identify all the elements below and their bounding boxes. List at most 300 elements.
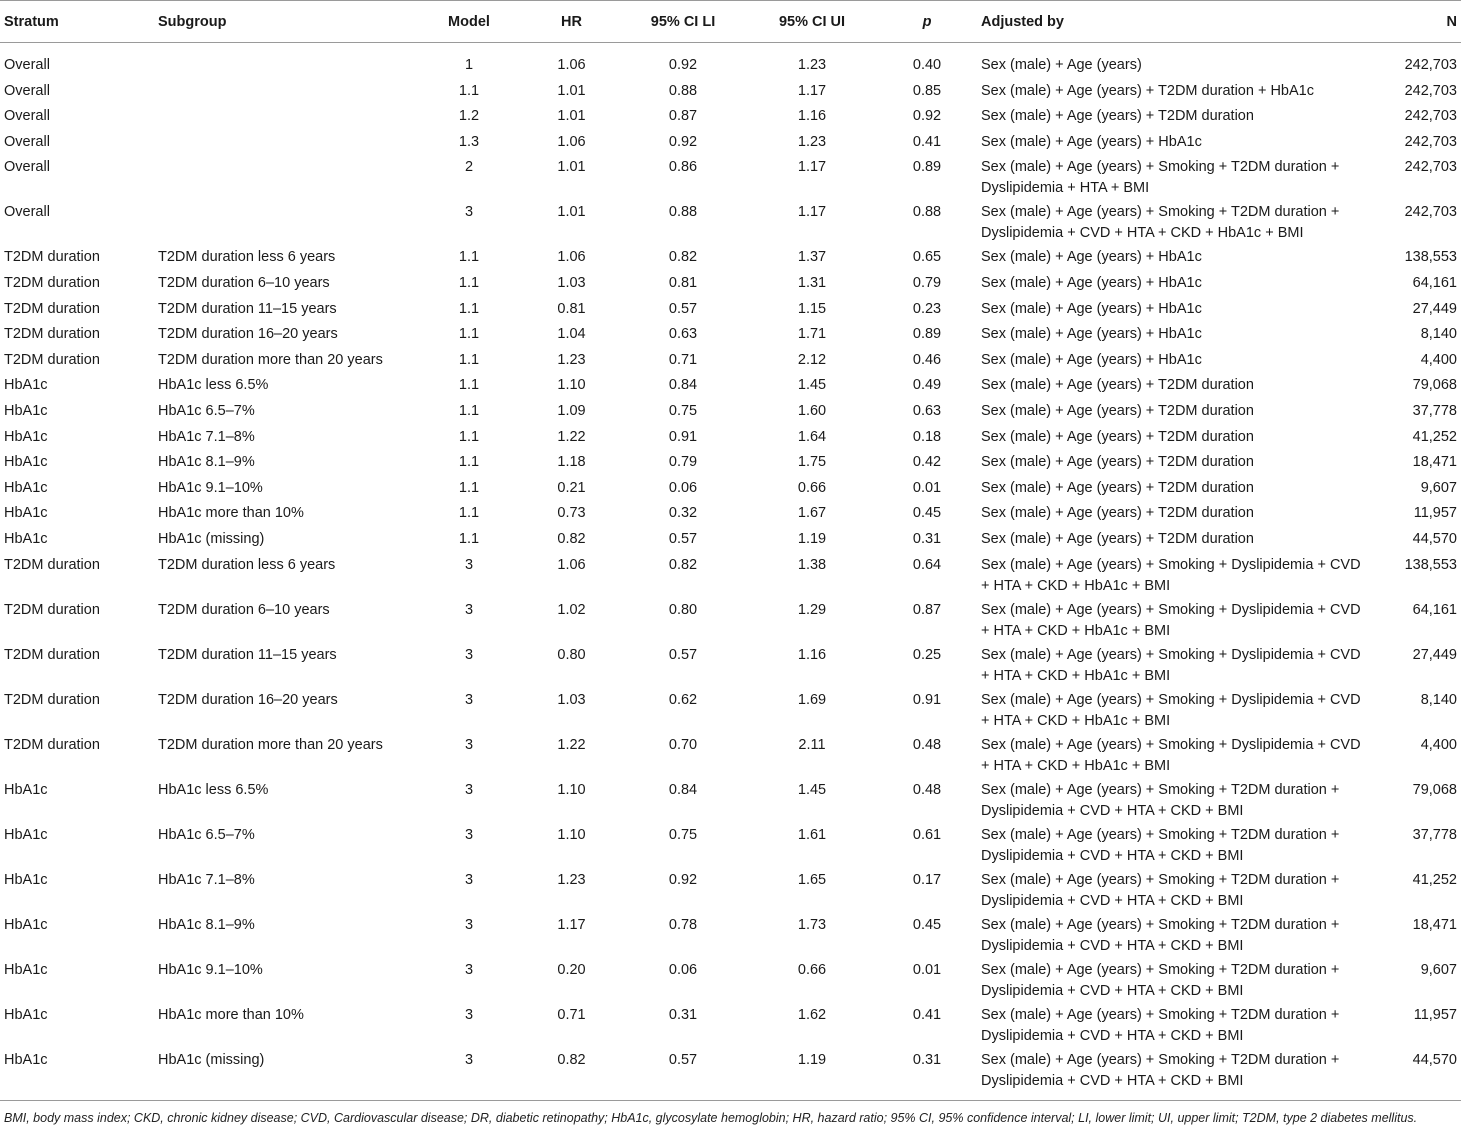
table-row xyxy=(0,201,1461,246)
header-subgroup: Subgroup xyxy=(154,1,414,43)
cell-hr: 1.01 xyxy=(557,108,586,125)
cell-stratum: Overall xyxy=(4,159,50,176)
cell-p-value: 0.79 xyxy=(912,274,942,291)
cell-p-value: 0.48 xyxy=(912,736,942,753)
cell-n: 242,703 xyxy=(1404,204,1457,221)
cell-p-value: 0.85 xyxy=(912,82,942,99)
cell-adjusted-by: Sex (male) + Age (years) + HbA1c xyxy=(981,133,1202,150)
cell-hr: 1.06 xyxy=(557,249,586,266)
cell-ci-upper: 1.17 xyxy=(797,204,827,221)
cell-p-value: 0.23 xyxy=(912,300,942,317)
cell-n: 18,471 xyxy=(1412,916,1457,933)
cell-adjusted-by: Sex (male) + Age (years) + HbA1c xyxy=(981,300,1202,317)
cell-adjusted-by: Sex (male) + Age (years) + Smoking + Dyslipidemia + CVD + HTA + CKD + HbA1c + BMI xyxy=(981,556,1361,594)
cell-n: 138,553 xyxy=(1404,249,1457,266)
cell-ci-upper: 0.66 xyxy=(797,961,827,978)
cell-ci-upper: 1.16 xyxy=(797,646,827,663)
cell-adjusted-by: Sex (male) + Age (years) + Smoking + T2DM duration + Dyslipidemia + HTA + BMI xyxy=(981,159,1340,197)
table-footnote: BMI, body mass index; CKD, chronic kidney disease; CVD, Cardiovascular disease; DR, diabetic retinopathy; HbA1c, glycosylate hemoglobin; HR, hazard ratio; 95% CI, 95% confidence interval; LI, lower limit; UI, upper limit; T2DM, type 2 diabetes mellitus. xyxy=(4,1110,1418,1125)
cell-p-value: 0.49 xyxy=(912,377,942,394)
table-body xyxy=(0,43,1461,1101)
cell-stratum: T2DM duration xyxy=(4,736,100,753)
cell-ci-lower: 0.57 xyxy=(668,646,698,663)
cell-n: 8,140 xyxy=(1420,691,1457,708)
cell-model: 1.1 xyxy=(458,377,480,394)
cell-p-value: 0.42 xyxy=(912,454,942,471)
cell-n: 242,703 xyxy=(1404,57,1457,73)
cell-adjusted-by: Sex (male) + Age (years) + HbA1c xyxy=(981,249,1202,266)
table-row xyxy=(0,824,1461,869)
cell-n: 44,570 xyxy=(1412,530,1457,547)
cell-n: 64,161 xyxy=(1412,274,1457,291)
cell-p-value: 0.01 xyxy=(912,479,942,496)
cell-subgroup: HbA1c (missing) xyxy=(154,1049,414,1101)
cell-ci-lower: 0.57 xyxy=(668,300,698,317)
cell-n: 9,607 xyxy=(1420,479,1457,496)
header-p-value: p xyxy=(877,1,977,43)
cell-model: 3 xyxy=(464,736,474,753)
cell-adjusted-by: Sex (male) + Age (years) + T2DM duration xyxy=(981,377,1254,394)
cell-model: 3 xyxy=(464,601,474,618)
cell-n: 44,570 xyxy=(1377,1049,1461,1101)
cell-stratum: HbA1c xyxy=(4,781,48,798)
cell-ci-upper: 1.62 xyxy=(797,1006,827,1023)
cell-ci-lower: 0.57 xyxy=(668,530,698,547)
cell-stratum: HbA1c xyxy=(4,826,48,843)
cell-subgroup xyxy=(154,131,414,157)
cell-n: 11,957 xyxy=(1413,1006,1457,1023)
cell-model: 3 xyxy=(464,556,474,573)
table-row xyxy=(0,43,1461,80)
cell-ci-upper: 1.65 xyxy=(797,871,827,888)
cell-hr: 1.06 xyxy=(557,556,586,573)
table-row xyxy=(0,779,1461,824)
cell-stratum: HbA1c xyxy=(4,454,48,471)
cell-ci-lower: 0.81 xyxy=(668,274,698,291)
cell-model: 1.1 xyxy=(458,82,480,99)
cell-ci-lower: 0.84 xyxy=(668,781,698,798)
table-row xyxy=(0,298,1461,324)
cell-adjusted-by: Sex (male) + Age (years) + Smoking + Dyslipidemia + CVD + HTA + CKD + HbA1c + BMI xyxy=(981,601,1361,639)
cell-p-value: 0.91 xyxy=(912,691,942,708)
cell-ci-lower: 0.70 xyxy=(668,736,698,753)
cell-hr: 1.01 xyxy=(557,204,586,221)
cell-adjusted-by: Sex (male) + Age (years) + Smoking + T2DM duration + Dyslipidemia + CVD + HTA + CKD + BMI xyxy=(981,961,1340,999)
cell-ci-upper: 1.17 xyxy=(797,82,827,99)
cell-stratum: HbA1c xyxy=(4,871,48,888)
cell-stratum: HbA1c xyxy=(4,961,48,978)
cell-subgroup: HbA1c 7.1–8% xyxy=(158,871,255,888)
table-row xyxy=(0,528,1461,554)
cell-subgroup xyxy=(154,43,414,80)
cell-n: 41,252 xyxy=(1412,871,1457,888)
cell-ci-upper: 1.69 xyxy=(797,691,827,708)
cell-ci-lower: 0.84 xyxy=(668,377,698,394)
cell-adjusted-by: Sex (male) + Age (years) xyxy=(981,57,1142,73)
cell-adjusted-by: Sex (male) + Age (years) + Smoking + T2DM duration + Dyslipidemia + CVD + HTA + CKD + BMI xyxy=(981,916,1340,954)
cell-stratum: T2DM duration xyxy=(4,300,100,317)
cell-ci-upper: 2.12 xyxy=(797,351,827,368)
cell-subgroup: HbA1c (missing) xyxy=(158,530,265,547)
cell-ci-upper: 1.31 xyxy=(797,274,827,291)
cell-ci-lower: 0.62 xyxy=(668,691,698,708)
cell-subgroup: HbA1c 8.1–9% xyxy=(158,454,255,471)
cell-hr: 1.22 xyxy=(557,428,586,445)
cell-p-value: 0.92 xyxy=(912,108,942,125)
cell-ci-upper: 1.19 xyxy=(797,530,827,547)
cell-n: 18,471 xyxy=(1412,454,1457,471)
cell-model: 3 xyxy=(464,961,474,978)
cell-p-value: 0.31 xyxy=(912,530,942,547)
cell-p-value: 0.61 xyxy=(912,826,942,843)
cell-model: 1.1 xyxy=(458,479,480,496)
cell-ci-lower: 0.06 xyxy=(668,479,698,496)
cell-hr: 1.17 xyxy=(557,916,586,933)
cell-model: 1 xyxy=(464,57,474,73)
cell-model: 1.1 xyxy=(458,274,480,291)
cell-adjusted-by: Sex (male) + Age (years) + T2DM duration xyxy=(981,454,1254,471)
cell-model: 2 xyxy=(464,159,474,176)
cell-subgroup: HbA1c 9.1–10% xyxy=(158,479,263,496)
cell-ci-upper: 2.11 xyxy=(798,736,826,753)
cell-hr: 0.82 xyxy=(557,530,586,547)
cell-ci-lower: 0.79 xyxy=(668,454,698,471)
cell-p-value: 0.88 xyxy=(912,204,942,221)
cell-stratum: Overall xyxy=(4,133,50,150)
cell-ci-lower: 0.57 xyxy=(619,1049,747,1101)
cell-model: 1.1 xyxy=(458,402,480,419)
cell-p-value: 0.18 xyxy=(912,428,942,445)
cell-adjusted-by: Sex (male) + Age (years) + Smoking + Dyslipidemia + CVD + HTA + CKD + HbA1c + BMI xyxy=(981,691,1361,729)
cell-subgroup: T2DM duration 11–15 years xyxy=(158,646,337,663)
cell-adjusted-by: Sex (male) + Age (years) + Smoking + T2DM duration + Dyslipidemia + CVD + HTA + CKD + BMI xyxy=(981,781,1340,819)
table-row xyxy=(0,869,1461,914)
cell-ci-lower: 0.78 xyxy=(668,916,698,933)
cell-adjusted-by: Sex (male) + Age (years) + Smoking + T2DM duration + Dyslipidemia + CVD + HTA + CKD + BMI xyxy=(981,871,1340,909)
cell-stratum: T2DM duration xyxy=(4,326,100,343)
cell-subgroup: HbA1c 6.5–7% xyxy=(158,402,255,419)
cell-subgroup: T2DM duration 6–10 years xyxy=(158,601,330,618)
cell-adjusted-by: Sex (male) + Age (years) + HbA1c xyxy=(981,351,1202,368)
cell-subgroup: T2DM duration 16–20 years xyxy=(158,326,338,343)
table-row xyxy=(0,451,1461,477)
cell-hr: 1.18 xyxy=(557,454,586,471)
cell-adjusted-by: Sex (male) + Age (years) + T2DM duration xyxy=(981,108,1254,125)
cell-ci-upper: 1.23 xyxy=(797,133,827,150)
cell-model: 3 xyxy=(464,781,474,798)
table-row xyxy=(0,644,1461,689)
table-row xyxy=(0,80,1461,106)
cell-p-value: 0.65 xyxy=(912,249,942,266)
cell-p-value: 0.64 xyxy=(912,556,942,573)
cell-adjusted-by: Sex (male) + Age (years) + T2DM duration xyxy=(981,479,1254,496)
cell-ci-upper: 1.37 xyxy=(797,249,827,266)
cell-hr: 1.06 xyxy=(557,57,586,73)
cell-ci-lower: 0.71 xyxy=(668,351,698,368)
cell-adjusted-by: Sex (male) + Age (years) + T2DM duration xyxy=(981,505,1254,522)
cell-model: 1.1 xyxy=(458,300,480,317)
cell-model: 1.1 xyxy=(458,428,480,445)
cell-n: 242,703 xyxy=(1404,108,1457,125)
cell-p-value: 0.45 xyxy=(912,505,942,522)
cell-stratum: HbA1c xyxy=(4,428,48,445)
cell-ci-upper: 1.19 xyxy=(747,1049,877,1101)
cell-adjusted-by: Sex (male) + Age (years) + T2DM duration xyxy=(981,402,1254,419)
cell-subgroup: HbA1c more than 10% xyxy=(158,1006,304,1023)
cell-ci-lower: 0.92 xyxy=(668,133,698,150)
cell-ci-lower: 0.80 xyxy=(668,601,698,618)
cell-model: 1.1 xyxy=(458,454,480,471)
cell-ci-lower: 0.87 xyxy=(668,108,698,125)
cell-hr: 0.20 xyxy=(557,961,586,978)
cell-ci-upper: 1.23 xyxy=(797,57,827,73)
cell-n: 79,068 xyxy=(1412,377,1457,394)
cell-hr: 1.09 xyxy=(557,402,586,419)
cell-hr: 1.10 xyxy=(557,781,586,798)
cell-model: 3 xyxy=(464,691,474,708)
cell-stratum: HbA1c xyxy=(4,916,48,933)
cell-stratum: T2DM duration xyxy=(4,601,100,618)
cell-ci-lower: 0.92 xyxy=(668,871,698,888)
cell-stratum: T2DM duration xyxy=(4,691,100,708)
cell-subgroup: HbA1c 8.1–9% xyxy=(158,916,255,933)
cell-n: 138,553 xyxy=(1404,556,1457,573)
table-row xyxy=(0,323,1461,349)
cell-ci-upper: 1.45 xyxy=(797,377,827,394)
table-row xyxy=(0,426,1461,452)
cell-n: 4,400 xyxy=(1420,736,1457,753)
cell-hr: 1.06 xyxy=(557,133,586,150)
cell-subgroup: T2DM duration less 6 years xyxy=(158,249,336,266)
table-row xyxy=(0,477,1461,503)
cell-p-value: 0.17 xyxy=(912,871,942,888)
cell-n: 79,068 xyxy=(1412,781,1457,798)
cell-stratum: Overall xyxy=(4,108,50,125)
cell-hr: 1.03 xyxy=(557,691,586,708)
cell-adjusted-by: Sex (male) + Age (years) + Smoking + T2DM duration + Dyslipidemia + CVD + HTA + CKD + BMI xyxy=(977,1049,1377,1101)
table-row xyxy=(0,349,1461,375)
cell-p-value: 0.25 xyxy=(912,646,942,663)
cell-hr: 1.04 xyxy=(557,326,586,343)
header-stratum: Stratum xyxy=(0,1,154,43)
cell-stratum: HbA1c xyxy=(4,1006,48,1023)
header-model: Model xyxy=(414,1,524,43)
cell-ci-upper: 1.73 xyxy=(797,916,827,933)
cell-model: 1.1 xyxy=(458,249,480,266)
cell-stratum: HbA1c xyxy=(4,402,48,419)
cell-ci-lower: 0.82 xyxy=(668,249,698,266)
cell-ci-upper: 1.38 xyxy=(797,556,827,573)
cell-p-value: 0.63 xyxy=(912,402,942,419)
cell-ci-lower: 0.31 xyxy=(668,1006,698,1023)
table-row xyxy=(0,272,1461,298)
cell-hr: 1.23 xyxy=(557,871,586,888)
cell-stratum: T2DM duration xyxy=(4,646,100,663)
cell-adjusted-by: Sex (male) + Age (years) + T2DM duration xyxy=(981,530,1254,547)
cell-ci-upper: 1.16 xyxy=(797,108,827,125)
cell-adjusted-by: Sex (male) + Age (years) + Smoking + T2DM duration + Dyslipidemia + CVD + HTA + CKD + BMI xyxy=(981,1006,1340,1044)
cell-adjusted-by: Sex (male) + Age (years) + HbA1c xyxy=(981,274,1202,291)
cell-n: 64,161 xyxy=(1412,601,1457,618)
cell-model: 3 xyxy=(464,871,474,888)
cell-n: 37,778 xyxy=(1412,826,1457,843)
header-hr: HR xyxy=(524,1,619,43)
cell-hr: 0.81 xyxy=(557,300,586,317)
table-row xyxy=(0,156,1461,201)
cell-subgroup xyxy=(154,201,414,246)
cell-stratum: T2DM duration xyxy=(4,556,100,573)
cell-p-value: 0.01 xyxy=(912,961,942,978)
cell-hr: 1.10 xyxy=(557,826,586,843)
cell-ci-upper: 1.15 xyxy=(797,300,827,317)
cell-stratum: HbA1c xyxy=(4,530,48,547)
header-n: N xyxy=(1377,1,1461,43)
cell-model: 1.3 xyxy=(458,133,480,150)
cell-n: 242,703 xyxy=(1404,82,1457,99)
cell-p-value: 0.46 xyxy=(912,351,942,368)
cell-subgroup: HbA1c 7.1–8% xyxy=(158,428,255,445)
cell-model: 1.2 xyxy=(458,108,480,125)
cell-subgroup: T2DM duration more than 20 years xyxy=(158,351,383,368)
header-ci-lower: 95% CI LI xyxy=(619,1,747,43)
cell-n: 242,703 xyxy=(1404,159,1457,176)
table-row xyxy=(0,959,1461,1004)
cell-ci-lower: 0.75 xyxy=(668,402,698,419)
cell-p-value: 0.41 xyxy=(912,1006,942,1023)
cell-ci-upper: 1.17 xyxy=(797,159,827,176)
table-row xyxy=(0,1049,1461,1101)
header-ci-upper: 95% CI UI xyxy=(747,1,877,43)
cell-adjusted-by: Sex (male) + Age (years) + Smoking + T2DM duration + Dyslipidemia + CVD + HTA + CKD + HbA1c + BMI xyxy=(981,204,1340,242)
cell-p-value: 0.89 xyxy=(912,159,942,176)
cell-hr: 1.01 xyxy=(557,159,586,176)
cell-model: 1.1 xyxy=(458,351,480,368)
cell-n: 8,140 xyxy=(1420,326,1457,343)
cell-n: 41,252 xyxy=(1412,428,1457,445)
cell-stratum: HbA1c xyxy=(4,505,48,522)
cell-ci-lower: 0.91 xyxy=(668,428,698,445)
cell-p-value: 0.45 xyxy=(912,916,942,933)
cell-n: 27,449 xyxy=(1412,646,1457,663)
cell-n: 9,607 xyxy=(1420,961,1457,978)
cell-ci-upper: 1.29 xyxy=(797,601,827,618)
cell-model: 3 xyxy=(464,204,474,221)
cell-hr: 0.80 xyxy=(557,646,586,663)
cell-subgroup xyxy=(154,156,414,201)
cell-ci-upper: 0.66 xyxy=(797,479,827,496)
cell-subgroup: T2DM duration 16–20 years xyxy=(158,691,338,708)
cell-hr: 1.23 xyxy=(557,351,586,368)
cell-ci-lower: 0.32 xyxy=(668,505,698,522)
cell-ci-upper: 1.67 xyxy=(797,505,827,522)
cell-hr: 1.02 xyxy=(557,601,586,618)
cell-subgroup: T2DM duration less 6 years xyxy=(158,556,336,573)
cell-n: 37,778 xyxy=(1412,402,1457,419)
cell-ci-lower: 0.92 xyxy=(668,57,698,73)
cell-stratum: HbA1c xyxy=(4,479,48,496)
cell-stratum: Overall xyxy=(4,204,50,221)
cell-subgroup: HbA1c less 6.5% xyxy=(158,781,269,798)
cell-model: 3 xyxy=(464,1006,474,1023)
cell-model: 3 xyxy=(464,916,474,933)
cell-stratum: Overall xyxy=(4,82,50,99)
cell-p-value: 0.41 xyxy=(912,133,942,150)
cell-stratum: T2DM duration xyxy=(4,351,100,368)
cell-hr: 1.10 xyxy=(557,377,586,394)
cell-hr: 1.01 xyxy=(557,82,586,99)
cell-ci-upper: 1.75 xyxy=(797,454,827,471)
cell-ci-lower: 0.06 xyxy=(668,961,698,978)
cell-ci-lower: 0.63 xyxy=(668,326,698,343)
cell-subgroup: HbA1c 9.1–10% xyxy=(158,961,263,978)
cell-model: 3 xyxy=(464,646,474,663)
cell-ci-upper: 1.64 xyxy=(797,428,827,445)
cell-model: 1.1 xyxy=(458,530,480,547)
table-header xyxy=(0,1,1461,43)
cell-subgroup: HbA1c 6.5–7% xyxy=(158,826,255,843)
header-adjusted-by: Adjusted by xyxy=(977,1,1377,43)
cell-p-value: 0.87 xyxy=(912,601,942,618)
table-row xyxy=(0,131,1461,157)
cell-hr: 0.21 xyxy=(557,479,586,496)
cell-hr: 0.71 xyxy=(557,1006,586,1023)
cell-model: 3 xyxy=(464,826,474,843)
cell-adjusted-by: Sex (male) + Age (years) + Smoking + Dyslipidemia + CVD + HTA + CKD + HbA1c + BMI xyxy=(981,736,1361,774)
cell-n: 27,449 xyxy=(1412,300,1457,317)
cell-p-value: 0.48 xyxy=(912,781,942,798)
cell-ci-lower: 0.86 xyxy=(668,159,698,176)
cell-stratum: T2DM duration xyxy=(4,274,100,291)
cell-n: 242,703 xyxy=(1404,133,1457,150)
table-row xyxy=(0,914,1461,959)
cell-ci-upper: 1.60 xyxy=(797,402,827,419)
cell-adjusted-by: Sex (male) + Age (years) + T2DM duration + HbA1c xyxy=(981,82,1314,99)
cell-stratum: HbA1c xyxy=(4,377,48,394)
cell-hr: 1.03 xyxy=(557,274,586,291)
cell-n: 4,400 xyxy=(1420,351,1457,368)
table-row xyxy=(0,502,1461,528)
cell-subgroup: HbA1c more than 10% xyxy=(158,505,304,522)
cell-ci-lower: 0.75 xyxy=(668,826,698,843)
cell-subgroup xyxy=(154,80,414,106)
cell-ci-lower: 0.88 xyxy=(668,204,698,221)
cell-hr: 0.82 xyxy=(524,1049,619,1101)
cell-stratum: T2DM duration xyxy=(4,249,100,266)
cell-ci-upper: 1.61 xyxy=(797,826,827,843)
header-row xyxy=(0,1,1461,43)
cell-ci-lower: 0.88 xyxy=(668,82,698,99)
table-row xyxy=(0,734,1461,779)
cell-p-value: 0.89 xyxy=(912,326,942,343)
cell-p-value: 0.40 xyxy=(912,57,942,73)
table-row xyxy=(0,599,1461,644)
cell-subgroup: T2DM duration 6–10 years xyxy=(158,274,330,291)
cell-model: 1.1 xyxy=(458,505,480,522)
table-row xyxy=(0,1004,1461,1049)
cell-subgroup: T2DM duration more than 20 years xyxy=(158,736,383,753)
cell-adjusted-by: Sex (male) + Age (years) + Smoking + T2DM duration + Dyslipidemia + CVD + HTA + CKD + BMI xyxy=(981,826,1340,864)
cell-ci-upper: 1.45 xyxy=(797,781,827,798)
cell-subgroup xyxy=(154,105,414,131)
cell-adjusted-by: Sex (male) + Age (years) + Smoking + Dyslipidemia + CVD + HTA + CKD + HbA1c + BMI xyxy=(981,646,1361,684)
table-row xyxy=(0,689,1461,734)
cell-hr: 0.73 xyxy=(557,505,586,522)
cell-adjusted-by: Sex (male) + Age (years) + HbA1c xyxy=(981,326,1202,343)
cell-adjusted-by: Sex (male) + Age (years) + T2DM duration xyxy=(981,428,1254,445)
table-row xyxy=(0,400,1461,426)
cell-stratum: Overall xyxy=(4,57,50,73)
table-row xyxy=(0,246,1461,272)
